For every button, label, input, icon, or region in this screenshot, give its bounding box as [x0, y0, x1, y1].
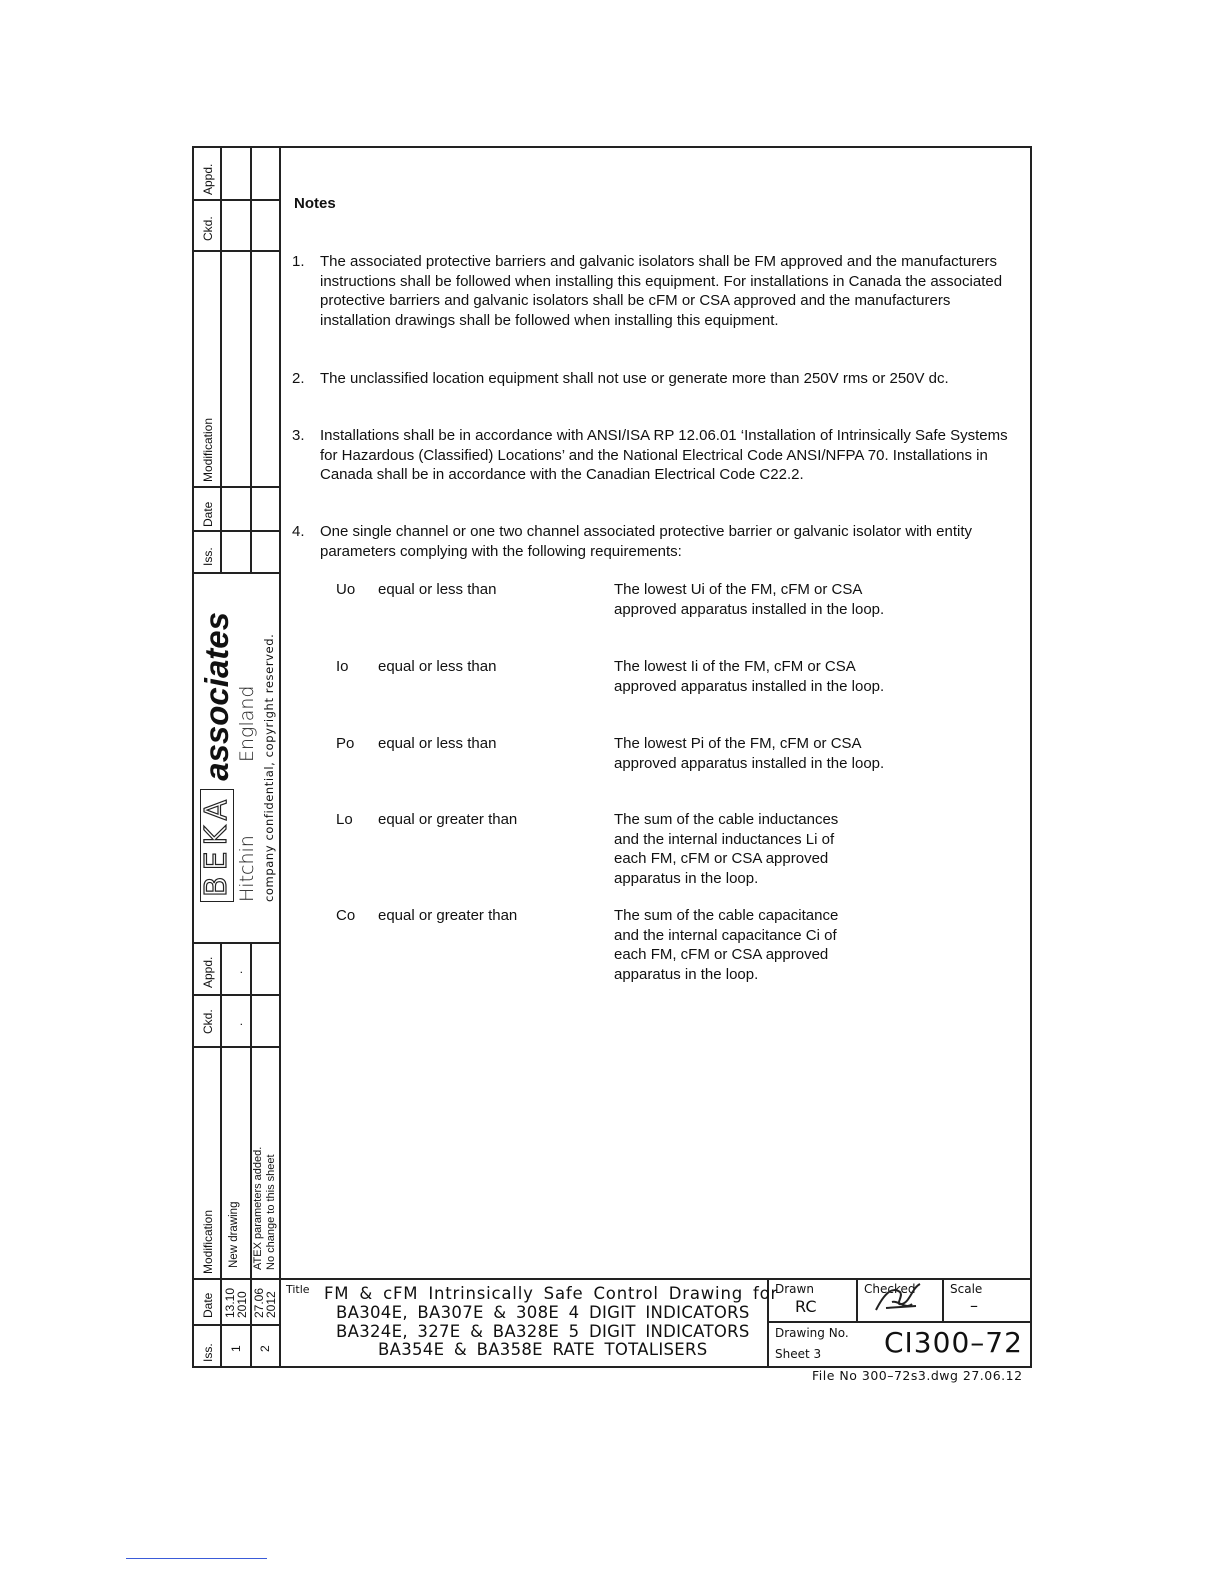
rev-row1-iss: 1	[229, 1345, 243, 1352]
note-text: Installations shall be in accordance with ANSI/ISA RP 12.06.01 ‘Installation of Intrinsically Safe Systems for Hazardous (Classified) Locations’ and the National Electrical Code ANSI/NFPA 70. Installations in Canada shall be in accordance with the Canadian Electrical Code C22.2.	[320, 427, 1008, 483]
title-label: Title	[286, 1283, 310, 1296]
rev-bot-line-top	[192, 942, 280, 944]
param-requirement: The lowest Ii of the FM, cFM or CSA approved apparatus installed in the loop.	[614, 658, 885, 695]
scale-value: –	[970, 1296, 978, 1315]
checked-signature-icon	[872, 1280, 932, 1318]
note-number: 3.	[292, 427, 305, 444]
rev-row2-modification-line1: ATEX parameters added.	[252, 1146, 264, 1270]
rev-top-header-appd: Appd.	[201, 163, 215, 195]
note-text: One single channel or one two channel associated protective barrier or galvanic isolator with entity parameters complying with the following requirements:	[320, 523, 973, 560]
sheet-label: Sheet 3	[775, 1347, 822, 1361]
param-requirement: The sum of the cable inductances and the internal inductances Li of each FM, cFM or CSA approved apparatus in the loop.	[614, 811, 839, 887]
rev-bot-header-modification: Modification	[201, 1209, 215, 1274]
rev-top-line-mod	[192, 486, 280, 488]
file-reference: File No 300–72s3.dwg 27.06.12	[812, 1368, 1023, 1383]
scale-label: Scale	[950, 1282, 983, 1296]
note-number: 1.	[292, 253, 305, 270]
note-number: 4.	[292, 523, 305, 540]
rev-top-header-iss: Iss.	[201, 547, 215, 566]
param-condition: equal or greater than	[378, 811, 518, 828]
rev-bot-line-date	[192, 1324, 280, 1326]
note-text: The unclassified location equipment shall not use or generate more than 250V rms or 250V dc.	[320, 370, 949, 387]
rev-top-header-ckd: Ckd.	[201, 216, 215, 241]
title-block-divider-scale	[942, 1278, 944, 1322]
footnote-rule	[126, 1558, 267, 1559]
rev-top-header-date: Date	[201, 501, 215, 527]
rev-row2-iss: 2	[258, 1345, 272, 1352]
title-line-4: BA354E & BA358E RATE TOTALISERS	[378, 1340, 708, 1359]
param-condition: equal or less than	[378, 581, 497, 598]
rev-row1-date-line1: 13.10	[223, 1287, 237, 1318]
rev-row2-date-line2: 2012	[264, 1291, 278, 1318]
title-line-1: FM & cFM Intrinsically Safe Control Drawing for	[324, 1284, 779, 1303]
rev-bot-header-date: Date	[201, 1292, 215, 1318]
title-block-divider-checked	[856, 1278, 858, 1322]
param-condition: equal or less than	[378, 658, 497, 675]
checked-label: Checked	[864, 1282, 916, 1296]
drawn-label: Drawn	[775, 1282, 814, 1296]
company-town: Hitchin	[236, 835, 258, 902]
rev-bot-header-ckd: Ckd.	[201, 1009, 215, 1034]
company-name: associates	[198, 611, 235, 781]
rev-row1-appd: .	[231, 970, 245, 974]
rev-row1-modification: New drawing	[228, 1201, 240, 1268]
drawing-number: CI300–72	[884, 1326, 1023, 1359]
rev-top-line-ckd	[192, 250, 280, 252]
param-symbol: Uo	[336, 581, 356, 598]
beka-logo: BEKA	[200, 789, 234, 902]
rev-row2-modification-line2: No change to this sheet	[265, 1154, 277, 1270]
drawing-no-label: Drawing No.	[775, 1326, 849, 1340]
rev-bot-header-appd: Appd.	[201, 956, 215, 988]
rev-row2-date-line1: 27.06	[252, 1287, 266, 1318]
note-text: The associated protective barriers and galvanic isolators shall be FM approved and the manufacturers instructions shall be followed when installing this equipment. For installations in Canada the associated protective barriers and galvanic isolators shall be cFM or CSA approved and the manufacturers installation drawings shall be followed when installing this equipment.	[320, 253, 1003, 329]
rev-bot-line-ckd	[192, 1046, 280, 1048]
param-symbol: Io	[336, 658, 349, 675]
drawn-value: RC	[795, 1297, 817, 1316]
param-condition: equal or less than	[378, 735, 497, 752]
company-country: England	[236, 685, 258, 762]
param-requirement: The lowest Ui of the FM, cFM or CSA approved apparatus installed in the loop.	[614, 581, 885, 618]
param-requirement: The sum of the cable capacitance and the internal capacitance Ci of each FM, cFM or CSA approved apparatus in the loop.	[614, 907, 839, 983]
param-symbol: Lo	[336, 811, 353, 828]
title-line-3: BA324E, 327E & BA328E 5 DIGIT INDICATORS	[336, 1322, 750, 1341]
rev-top-header-modification: Modification	[201, 417, 215, 482]
param-symbol: Co	[336, 907, 356, 924]
rev-row1-date-line2: 2010	[235, 1291, 249, 1318]
param-symbol: Po	[336, 735, 355, 752]
title-line-2: BA304E, BA307E & 308E 4 DIGIT INDICATORS	[336, 1303, 750, 1322]
rev-bot-line-appd	[192, 994, 280, 996]
param-requirement: The lowest Pi of the FM, cFM or CSA approved apparatus installed in the loop.	[614, 735, 885, 772]
company-logo-block	[200, 572, 280, 902]
copyright-notice: company confidential, copyright reserved.	[262, 633, 276, 902]
title-block-mid-line	[767, 1321, 1032, 1323]
note-number: 2.	[292, 370, 305, 387]
rev-bot-header-iss: Iss.	[201, 1343, 215, 1362]
rev-row1-ckd: .	[231, 1022, 245, 1026]
rev-top-line-appd	[192, 199, 280, 201]
rev-top-line-date	[192, 530, 280, 532]
notes-heading: Notes	[294, 195, 336, 212]
param-condition: equal or greater than	[378, 907, 518, 924]
